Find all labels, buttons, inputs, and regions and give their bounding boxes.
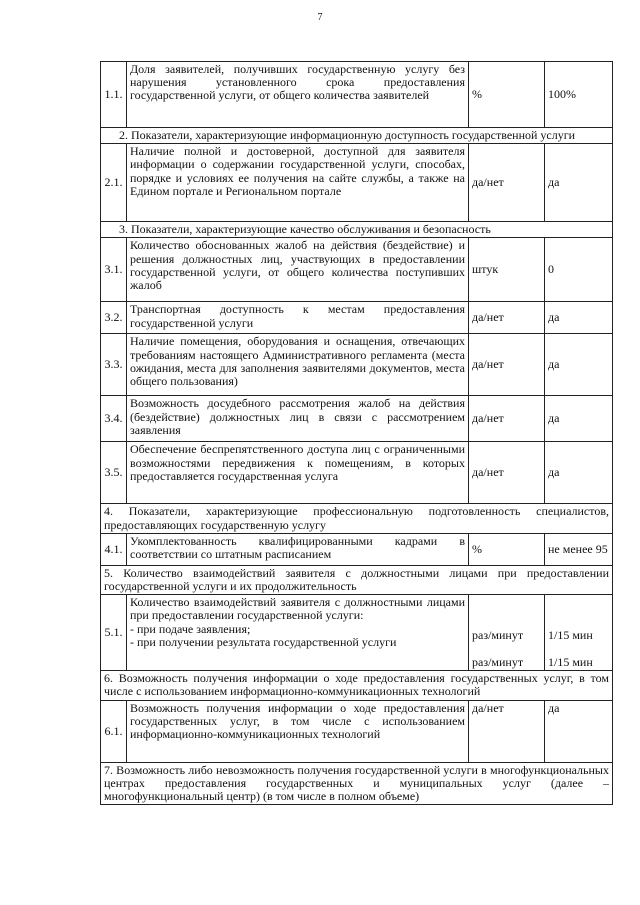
unit-cell: да/нет xyxy=(469,334,545,396)
table-row xyxy=(101,442,613,504)
indicator-description: Наличие помещения, оборудования и оснащения, отвечающих требованиям настоящего Административного регламента (места ожидания, места для заполнения заявителями документов, места общего пользования) xyxy=(127,334,469,396)
indicators-table xyxy=(100,61,613,805)
indicator-description: Возможность досудебного рассмотрения жалоб на действия (бездействие) должностных лиц в связи с рассмотрением заявления xyxy=(127,396,469,442)
section-heading: 7. Возможность либо невозможность получения государственной услуги в многофункциональных центрах предоставления государственных и муниципальных услуг (далее – многофункциональный центр) (в том числе в полном объеме) xyxy=(101,762,613,805)
indicator-description: Количество обоснованных жалоб на действия (бездействие) и решения должностных лиц, участвующих в предоставлении государственной услуги, от общего количества поступивших жалоб xyxy=(127,238,469,302)
table-row xyxy=(101,238,613,302)
table-row xyxy=(101,302,613,334)
section-heading: 4. Показатели, характеризующие профессиональную подготовленность специалистов, предоставляющих государственную услугу xyxy=(101,504,613,533)
row-number: 5.1. xyxy=(101,595,127,671)
unit-line: раз/минут xyxy=(472,627,524,642)
row-number: 3.3. xyxy=(101,334,127,396)
table-row xyxy=(101,62,613,128)
indicator-description: Укомплектованность квалифицированными кадрами в соответствии со штатным расписанием xyxy=(127,533,469,565)
row-number: 4.1. xyxy=(101,533,127,565)
indicator-description: Обеспечение беспрепятственного доступа лиц с ограниченными возможностями передвижения к помещениям, в которых предоставляется государственная услуга xyxy=(127,442,469,504)
unit-cell: да/нет xyxy=(469,396,545,442)
indicator-description: Доля заявителей, получивших государственную услугу без нарушения установленного срока предоставления государственной услуги, от общего количества заявителей xyxy=(127,62,469,128)
value-cell: не менее 95 xyxy=(545,533,613,565)
section-row xyxy=(101,671,613,700)
row-number: 1.1. xyxy=(101,62,127,128)
row-number: 3.2. xyxy=(101,302,127,334)
table-row xyxy=(101,595,613,671)
table-row xyxy=(101,700,613,762)
section-row xyxy=(101,128,613,144)
section-heading: 3. Показатели, характеризующие качество обслуживания и безопасность xyxy=(101,222,613,238)
value-cell: да xyxy=(545,442,613,504)
value-cell: да xyxy=(545,334,613,396)
value-cell: да xyxy=(545,700,613,762)
table-row xyxy=(101,533,613,565)
description-line: - при подаче заявления; xyxy=(130,621,251,636)
row-number: 2.1. xyxy=(101,144,127,222)
unit-cell: % xyxy=(469,62,545,128)
indicator-description xyxy=(127,595,469,671)
indicator-description: Транспортная доступность к местам предоставления государственной услуги xyxy=(127,302,469,334)
section-row xyxy=(101,762,613,805)
page-number: 7 xyxy=(317,12,323,23)
row-number: 6.1. xyxy=(101,700,127,762)
unit-cell: да/нет xyxy=(469,302,545,334)
section-heading: 2. Показатели, характеризующие информационную доступность государственной услуги xyxy=(101,128,613,144)
table-row xyxy=(101,144,613,222)
unit-cell: да/нет xyxy=(469,442,545,504)
table-row xyxy=(101,396,613,442)
value-cell: да xyxy=(545,396,613,442)
unit-cell: штук xyxy=(469,238,545,302)
value-cell: да xyxy=(545,144,613,222)
value-cell: 0 xyxy=(545,238,613,302)
value-cell: 100% xyxy=(545,62,613,128)
section-heading: 6. Возможность получения информации о ходе предоставления государственных услуг, в том числе с использованием информационно-коммуникационных технологий xyxy=(101,671,613,700)
value-line: 1/15 мин xyxy=(548,655,593,670)
section-row xyxy=(101,222,613,238)
row-number: 3.4. xyxy=(101,396,127,442)
value-cell xyxy=(545,595,613,671)
unit-cell xyxy=(469,595,545,671)
section-row xyxy=(101,504,613,533)
description-line: - при получении результата государственной услуги xyxy=(130,634,397,649)
row-number: 3.1. xyxy=(101,238,127,302)
unit-cell: % xyxy=(469,533,545,565)
section-row xyxy=(101,565,613,594)
value-line: 1/15 мин xyxy=(548,627,593,642)
row-number: 3.5. xyxy=(101,442,127,504)
table-row xyxy=(101,334,613,396)
section-heading: 5. Количество взаимодействий заявителя с должностными лицами при предоставлении государственной услуги и их продолжительность xyxy=(101,565,613,594)
unit-line: раз/минут xyxy=(472,655,524,670)
unit-cell: да/нет xyxy=(469,144,545,222)
unit-cell: да/нет xyxy=(469,700,545,762)
indicator-description: Возможность получения информации о ходе предоставления государственных услуг, в том числе с использованием информационно-коммуникационных технологий xyxy=(127,700,469,762)
indicator-description: Наличие полной и достоверной, доступной для заявителя информации о содержании государственной услуги, способах, порядке и условиях ее получения на сайте службы, а также на Едином портале и Региональном портале xyxy=(127,144,469,222)
description-line: Количество взаимодействий заявителя с должностными лицами при предоставлении государственной услуги: xyxy=(130,595,465,623)
value-cell: да xyxy=(545,302,613,334)
